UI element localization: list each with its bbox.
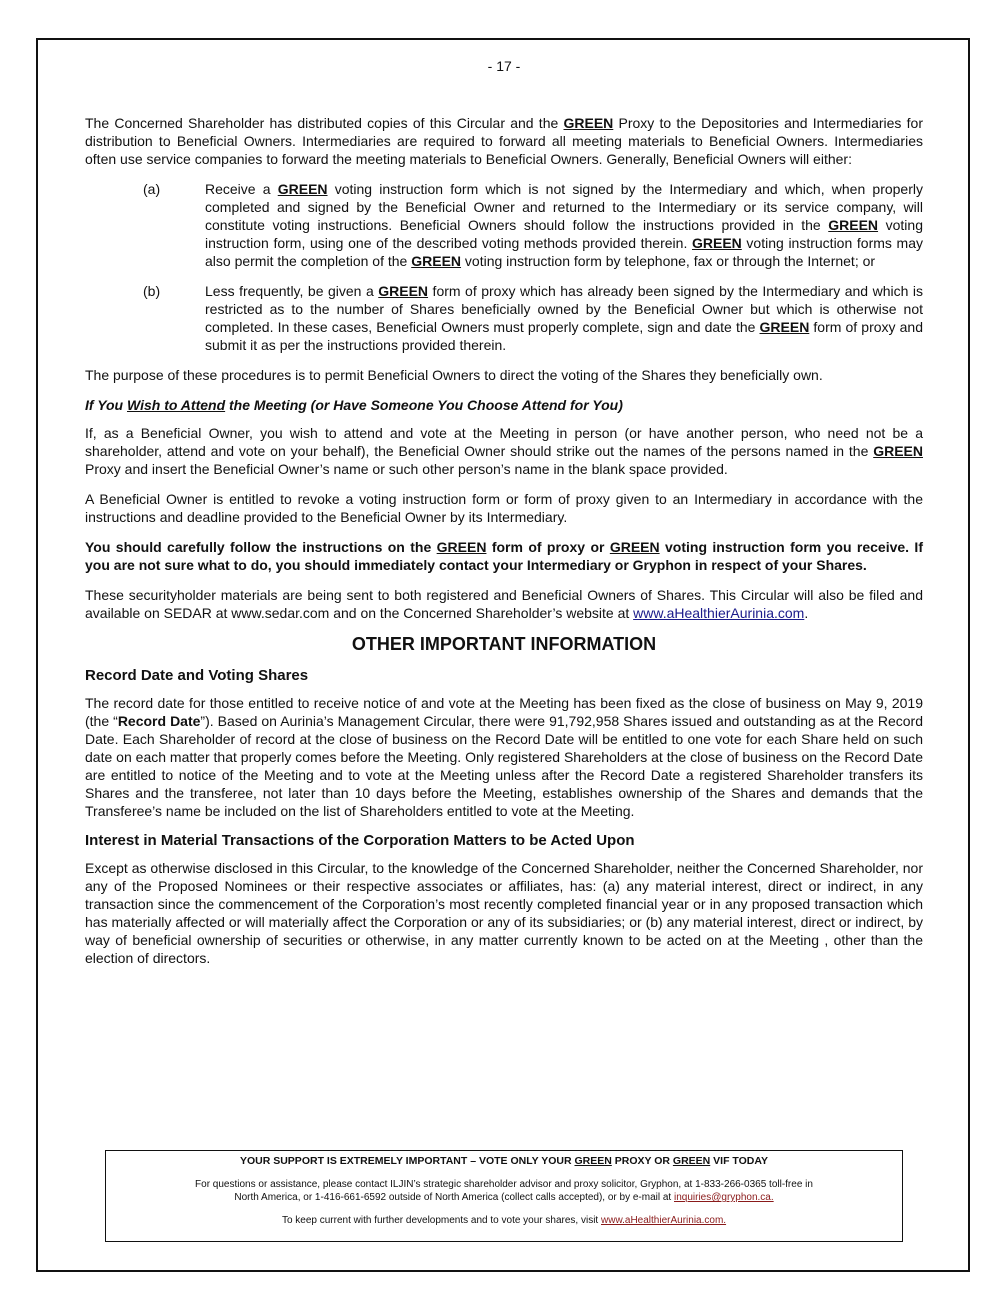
intro-paragraph: [85, 114, 923, 168]
text: the Meeting (or Have Someone You Choose Attend for You): [225, 397, 623, 413]
text: PROXY OR: [611, 1155, 673, 1167]
website-link[interactable]: www.aHealthierAurinia.com: [633, 605, 805, 621]
attend-meeting-heading: [85, 396, 923, 414]
green-emphasis: GREEN: [378, 283, 429, 299]
footer-title: [120, 1155, 888, 1168]
footer-notice-box: [105, 1150, 903, 1242]
green-emphasis: GREEN: [574, 1155, 612, 1167]
footer-contact-line-2: [120, 1191, 888, 1204]
list-item-text: [205, 180, 923, 270]
text: Receive a: [205, 181, 278, 197]
footer-website-line: [120, 1214, 888, 1227]
text: form of proxy which has already been signed by the Intermediary and which is restricted as to the number of Shares beneficially owned by the Beneficial Owner but which is otherwise not completed. In these cases, Beneficial Owners must properly complete, sign and date the: [205, 283, 923, 335]
text: If You: [85, 397, 127, 413]
green-emphasis: GREEN: [759, 319, 810, 335]
text: If, as a Beneficial Owner, you wish to attend and vote at the Meeting in person (or have another person, who need not be a shareholder, attend and vote on your behalf), the Beneficial Owner should strike out the names of the persons named in the: [85, 425, 923, 459]
underlined-text: Wish to Attend: [127, 397, 226, 413]
text: Proxy and insert the Beneficial Owner’s name or such other person’s name in the blank space provided.: [85, 461, 728, 477]
text: .: [804, 605, 809, 621]
bold-text: Record Date: [117, 713, 201, 729]
text: To keep current with further developments and to vote your shares, visit: [281, 1215, 601, 1226]
attend-paragraph: [85, 424, 923, 478]
spacer: [120, 1204, 888, 1214]
list-item-label: (a): [143, 181, 161, 197]
footer-contact-line-1: For questions or assistance, please contact ILJIN’s strategic shareholder advisor and proxy solicitor, Gryphon, at 1-833-266-0365 toll-free in: [195, 1179, 813, 1190]
green-emphasis: GREEN: [436, 539, 487, 555]
green-emphasis: GREEN: [411, 253, 462, 269]
text: form of proxy and submit it as per the instructions provided therein.: [205, 319, 923, 353]
text: The Concerned Shareholder has distributed copies of this Circular and the: [85, 115, 564, 131]
text: voting instruction form by telephone, fax or through the Internet; or: [461, 253, 876, 269]
text: You should carefully follow the instructions on the: [85, 539, 437, 555]
purpose-paragraph: The purpose of these procedures is to permit Beneficial Owners to direct the voting of the Shares they beneficially own.: [85, 367, 823, 383]
green-emphasis: GREEN: [563, 115, 614, 131]
list-item-text: [205, 282, 923, 354]
interest-paragraph: Except as otherwise disclosed in this Circular, to the knowledge of the Concerned Shareholder, neither the Concerned Shareholder, nor any of the Proposed Nominees or their respective associates or affiliates, has: (a) any material interest, direct or indirect, in any transaction since the commencement of the Corporation’s most recently completed financial year or in any proposed transaction which has materially affected or will materially affect the Corporation or any of its subsidiaries; or (b) any material interest, direct or indirect, by way of beneficial ownership of securities or otherwise, in any matter currently known to be acted on at the Meeting , other than the election of directors.: [85, 860, 923, 966]
materials-paragraph: [85, 586, 923, 622]
green-emphasis: GREEN: [672, 1155, 711, 1167]
email-link[interactable]: inquiries@gryphon.ca.: [674, 1192, 774, 1203]
green-emphasis: GREEN: [828, 217, 879, 233]
text: ”). Based on Aurinia’s Management Circular, there were 91,792,958 Shares issued and outstanding as at the Record Date. Each Shareholder of record at the close of business on the Record Date will be entitled to one vote for each Share held on such date on each matter that properly comes before the Meeting. Only registered Shareholders at the close of business on the Record Date are entitled to notice of the Meeting and to vote at the Meeting unless after the Record Date a registered Shareholder transfers its Shares and the transferee, not later than 10 days before the Meeting, establishes ownership of the Shares and demands that the Transferee’s name be included on the list of Shareholders entitled to vote at the Meeting.: [85, 713, 923, 819]
text: voting instruction form which is not signed by the Intermediary and which, when properly completed and signed by the Beneficial Owner and returned to the Intermediary or its service company, will constitute voting instructions. Beneficial Owners should follow the instructions provided in the: [205, 181, 923, 233]
text: voting instruction form, using one of the described voting methods provided therein.: [205, 217, 923, 251]
page-number: - 17 -: [487, 58, 521, 74]
text: voting instruction forms may also permit the completion of the: [205, 235, 923, 269]
text: form of proxy or: [486, 539, 610, 555]
instructions-paragraph: [85, 538, 923, 574]
green-emphasis: GREEN: [873, 443, 923, 459]
interest-heading: Interest in Material Transactions of the Corporation Matters to be Acted Upon: [85, 832, 635, 849]
document-body: [85, 58, 923, 979]
text: North America, or 1-416-661-6592 outside of North America (collect calls accepted), or by e-mail at: [234, 1192, 674, 1203]
record-date-heading: Record Date and Voting Shares: [85, 667, 309, 684]
revoke-paragraph: A Beneficial Owner is entitled to revoke a voting instruction form or form of proxy given to an Intermediary in accordance with the instructions and deadline provided to the Beneficial Owner by its Intermediary.: [85, 491, 923, 525]
record-date-paragraph: [85, 694, 923, 820]
text: YOUR SUPPORT IS EXTREMELY IMPORTANT – VOTE ONLY YOUR: [239, 1155, 575, 1167]
list-item-a: [85, 180, 923, 270]
text: Less frequently, be given a: [205, 283, 379, 299]
text: The record date for those entitled to receive notice of and vote at the Meeting has been fixed as the close of business on May 9, 2019 (the “: [85, 695, 923, 729]
list-item-b: [85, 282, 923, 354]
text: VIF TODAY: [710, 1155, 769, 1167]
footer-website-link[interactable]: www.aHealthierAurinia.com.: [601, 1215, 727, 1226]
green-emphasis: GREEN: [691, 235, 742, 251]
list-item-label: (b): [143, 283, 161, 299]
green-emphasis: GREEN: [277, 181, 328, 197]
text: Proxy to the Depositories and Intermediaries for distribution to Beneficial Owners. Intermediaries are required to forward all meeting materials to Beneficial Owners. Intermediaries often use service companies to forward the meeting materials to Beneficial Owners. Generally, Beneficial Owners will either:: [85, 115, 923, 167]
section-title: OTHER IMPORTANT INFORMATION: [351, 634, 657, 654]
text: voting instruction form you receive. If you are not sure what to do, you should immediately contact your Intermediary or Gryphon in respect of your Shares.: [85, 539, 923, 573]
green-emphasis: GREEN: [609, 539, 660, 555]
text: These securityholder materials are being sent to both registered and Beneficial Owners of Shares. This Circular will also be filed and available on SEDAR at www.sedar.com and on the Concerned Shareholder’s website at: [85, 587, 923, 621]
